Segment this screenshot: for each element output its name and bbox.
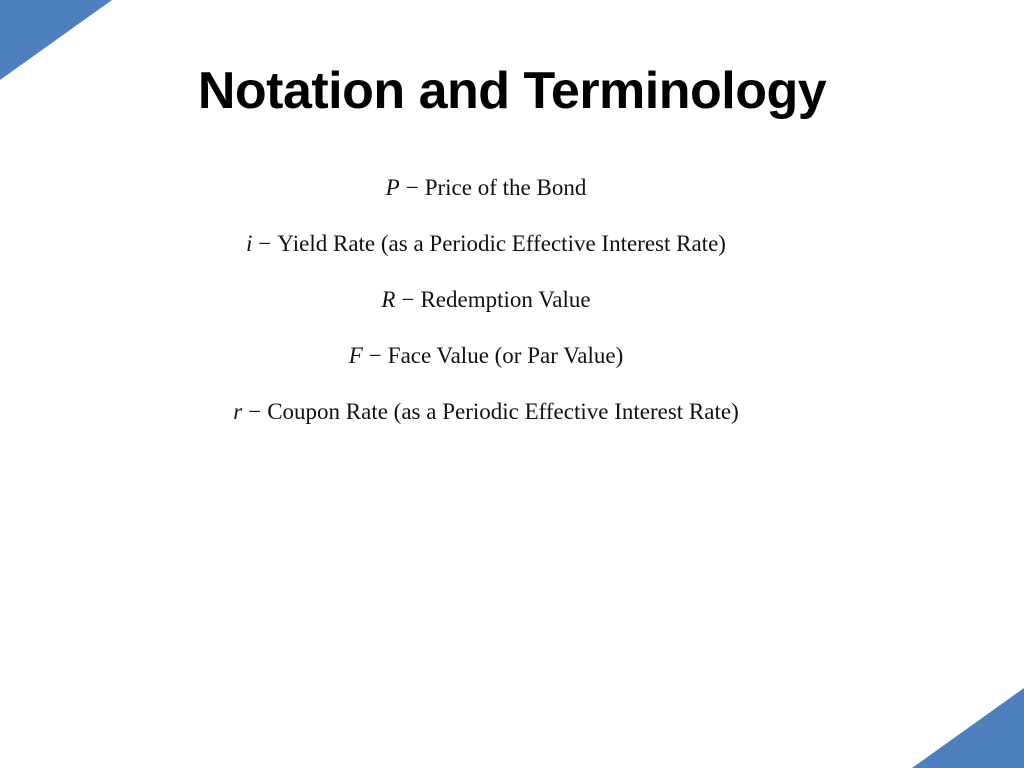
- term-row-redemption-value: [0, 286, 972, 314]
- corner-accent-bottom-right: [912, 688, 1024, 768]
- term-dash: −: [248, 399, 262, 424]
- term-definition: Redemption Value: [420, 287, 591, 312]
- term-row-yield-rate: [0, 230, 972, 258]
- term-symbol: R: [381, 287, 396, 312]
- term-row-price: [0, 174, 972, 202]
- slide-title: Notation and Terminology: [197, 62, 827, 120]
- term-definition: Price of the Bond: [424, 175, 587, 200]
- term-symbol: P: [385, 175, 400, 200]
- term-dash: −: [405, 175, 419, 200]
- term-definition: Face Value (or Par Value): [387, 343, 624, 368]
- term-row-coupon-rate: [0, 398, 972, 426]
- term-definition: Coupon Rate (as a Periodic Effective Interest Rate): [267, 399, 739, 424]
- term-definition: Yield Rate (as a Periodic Effective Interest Rate): [277, 231, 726, 256]
- term-symbol: F: [348, 343, 363, 368]
- term-dash: −: [368, 343, 382, 368]
- term-row-face-value: [0, 342, 972, 370]
- term-dash: −: [258, 231, 272, 256]
- term-symbol: i: [246, 231, 253, 256]
- term-symbol: r: [233, 399, 243, 424]
- term-dash: −: [401, 287, 415, 312]
